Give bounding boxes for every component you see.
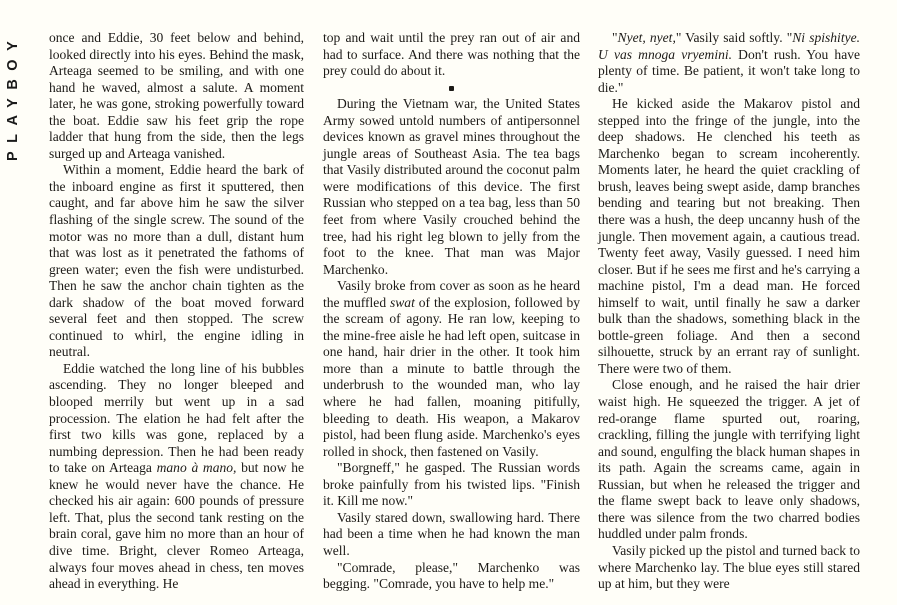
paragraph: Vasily picked up the pistol and turned back to where Marchenko lay. The blue eyes still stared up at him, but they were [598, 542, 860, 592]
section-break-bullet [323, 80, 580, 97]
text-run: Don't rush. You have plenty of time. Be patient, it won't take long to die." [598, 46, 860, 95]
paragraph [49, 361, 304, 593]
text-run: of the explosion, followed by the scream of agony. He ran low, keeping to the mine-free aisle he had left open, suitcase in one hand, hair drier in the other. It took him more than a minute to battle through the underbrush to the wounded man, who lay where he had fallen, moaning pitifully, bleeding to death. His weapon, a Makarov pistol, had been flung aside. Marchenko's eyes rolled in shock, then fastened on Vasily. [323, 294, 580, 459]
text-run: Vasily broke from cover as soon as he heard the muffled [323, 278, 580, 310]
paragraph: once and Eddie, 30 feet below and behind, looked directly into his eyes. Behind the mask, Arteaga seemed to be smiling, and with one hand he waved, almost a salute. A moment later, he was gone, stroking powerfully toward the boat. Eddie saw his feet grip the rope ladder that hung from the side, then the legs surged up and Arteaga vanished. [49, 30, 304, 161]
text-run: Eddie watched the long line of his bubbles ascending. They no longer bleeped and blooped merrily but went up in a sad procession. The elation he had felt after the first two kills was gone, replaced by a numbing depression. Then he had been ready to take on Arteaga [49, 360, 304, 476]
paragraph: top and wait until the prey ran out of air and had to surface. And there was nothing that the prey could do about it. [323, 30, 580, 79]
italic-text: Ni spishitye. U vas mnoga vryemini. [598, 30, 860, 62]
paragraph: "Borgneff," he gasped. The Russian words broke painfully from his twisted lips. "Finish it. Kill me now." [323, 460, 580, 509]
text-run: " Vasily said softly. " [675, 30, 793, 45]
text-run: " [612, 30, 618, 45]
paragraph: Within a moment, Eddie heard the bark of the inboard engine as first it sputtered, then caught, and far above him he saw the silver flashing of the single screw. The sound of the motor was no more than a dull, distant hum that was lost as it penetrated the fathoms of green water; even the fish were undisturbed. Then he saw the anchor chain tighten as the dark shadow of the boat moved forward several feet and then stopped. The screw continued to whirl, the engine idling in neutral. [49, 162, 304, 360]
paragraph: He kicked aside the Makarov pistol and stepped into the fringe of the jungle, into the deep shadows. He clenched his teeth as Marchenko began to scream incoherently. Moments later, he heard the quiet crackling of brush, leaves being swept aside, damp branches bending and tearing but not breaking. Then there was a hush, the deep uncanny hush of the jungle. Then movement again, a cautious tread. Twenty feet away, Vasily guessed. I need him closer. But if he sees me first and he's carrying a machine pistol, I'm a dead man. He forced himself to wait, until finally he saw a darker bulk than the shadows, something black in the bottle-green foliage. And then a second silhouette, struck by an errant ray of sunlight. There were two of them. [598, 96, 860, 376]
masthead [5, 22, 31, 172]
column-1 [49, 30, 304, 593]
paragraph: "Comrade, please," Marchenko was begging. "Comrade, you have to help me." [323, 559, 580, 592]
italic-text: Nyet, nyet, [617, 30, 676, 45]
italic-text: swat [390, 294, 415, 310]
paragraph: Vasily stared down, swallowing hard. There had been a time when he had known the man well. [323, 509, 580, 558]
column-3 [598, 30, 860, 593]
paragraph [598, 30, 860, 96]
paragraph: Close enough, and he raised the hair drier waist high. He squeezed the trigger. A jet of red-orange flame spurted out, roaring, crackling, filling the jungle with terrifying light and sound, engulfing the black human shapes in its path. Again the screams came, again in Russian, but when he released the trigger and the flame swept back to leave only shadows, there was silence from the two charred bodies huddled under palm fronds. [598, 377, 860, 542]
masthead-text: PLAYBOY [5, 32, 21, 162]
column-2 [323, 30, 580, 593]
text-run: but now he knew he would never have the chance. He checked his air again: 600 pounds of pressure left. That, plus the second tank resting on the brain coral, gave him no more than an hour of dive time. Bright, clever Romeo Arteaga, always four moves ahead in chess, ten moves ahead in everything. He [49, 460, 304, 592]
paragraph [323, 278, 580, 460]
paragraph: During the Vietnam war, the United States Army sowed untold numbers of antipersonnel devices known as gravel mines throughout the jungle areas of Southeast Asia. The tea bags that Vasily distributed around the coconut palm were modifications of this device. The first Russian who stepped on a tea bag, less than 50 feet from where Vasily crouched behind the tree, had his right leg blown to jelly from the foot to the knee. That man was Major Marchenko. [323, 96, 580, 277]
italic-text: mano à mano, [156, 460, 237, 476]
